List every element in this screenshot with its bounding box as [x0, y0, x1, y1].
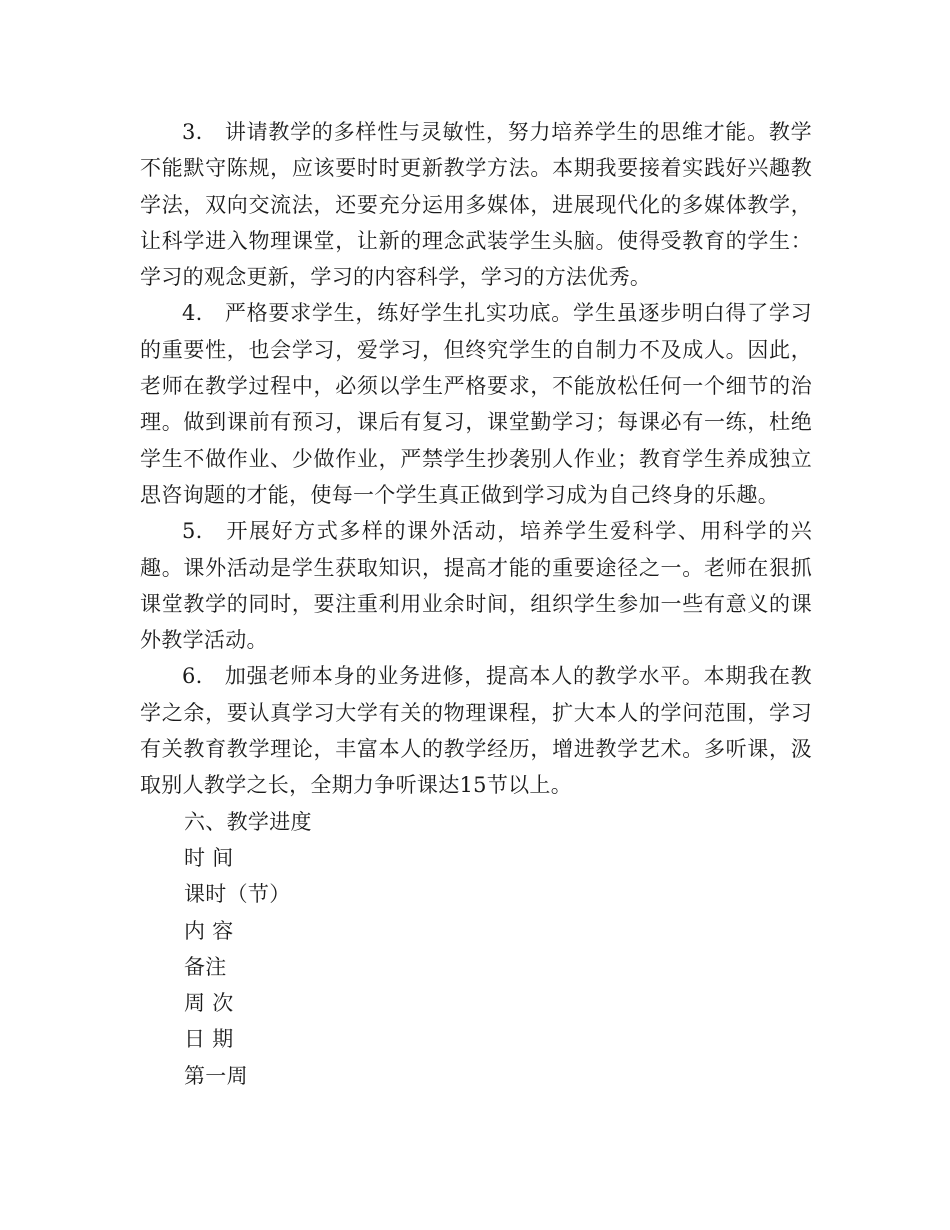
- table-label-date: 日 期: [184, 1027, 234, 1052]
- table-label-content: 内 容: [184, 918, 234, 943]
- paragraph-4: 4. 严格要求学生，练好学生扎实功底。学生虽逐步明白得了学习的重要性，也会学习，爱学习，但终究学生的自制力不及成人。因此，老师在教学过程中，必须以学生严格要求，不能放松任何一个细节的治理。做到课前有预习，课后有复习，课堂勤学习；每课必有一练，杜绝学生不做作业、少做作业，严禁学生抄袭别人作业；教育学生养成独立思咨询题的才能，使每一个学生真正做到学习成为自己终身的乐趣。: [140, 301, 812, 507]
- paragraph-6: 6. 加强老师本身的业务进修，提高本人的教学水平。本期我在教学之余，要认真学习大学有关的物理课程，扩大本人的学问范围，学习有关教育教学理论，丰富本人的教学经历，增进教学艺术。多听课，汲取别人教学之长，全期力争听课达15节以上。: [140, 664, 812, 798]
- table-label-week: 周 次: [184, 991, 234, 1016]
- document-page: [140, 114, 812, 1094]
- table-label-first-week: 第一周: [184, 1063, 248, 1088]
- paragraph-3: 3. 讲请教学的多样性与灵敏性，努力培养学生的思维才能。教学不能默守陈规，应该要时时更新教学方法。本期我要接着实践好兴趣教学法，双向交流法，还要充分运用多媒体，进展现代化的多媒体教学，让科学进入物理课堂，让新的理念武装学生头脑。使得受教育的学生：学习的观念更新，学习的内容科学，学习的方法优秀。: [140, 120, 812, 290]
- paragraph-5: 5. 开展好方式多样的课外活动，培养学生爱科学、用科学的兴趣。课外活动是学生获取知识，提高才能的重要途径之一。老师在狠抓课堂教学的同时，要注重利用业余时间，组织学生参加一些有意义的课外教学活动。: [140, 519, 812, 653]
- table-label-periods: 课时（节）: [184, 882, 291, 907]
- section-heading: 六、教学进度: [184, 809, 312, 834]
- table-label-remarks: 备注: [184, 954, 227, 979]
- table-label-time: 时 间: [184, 845, 234, 870]
